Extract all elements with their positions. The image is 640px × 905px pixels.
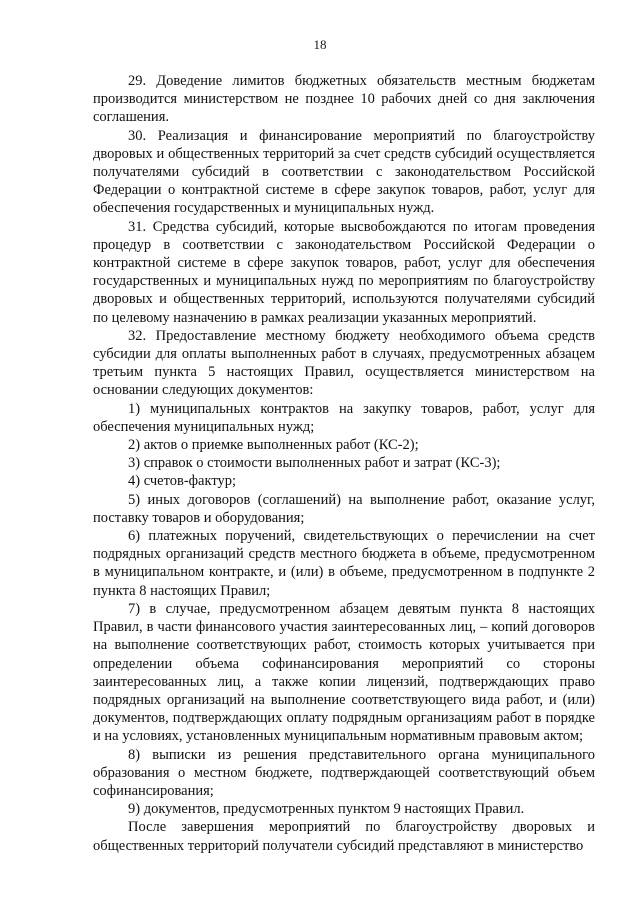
list-item-6: 6) платежных поручений, свидетельствующих о перечислении на счет подрядных организаций средств местного бюджета в объеме, предусмотренном в муниципальном контракте, и (или) в объеме, предусмотренном в подпункте 2 пункта 8 настоящих Правил; xyxy=(93,528,595,599)
closing-paragraph: После завершения мероприятий по благоустройству дворовых и общественных территорий получатели субсидий представляют в министерство xyxy=(93,819,595,854)
paragraph-31: 31. Средства субсидий, которые высвобождаются по итогам проведения процедур в соответствии с законодательством Российской Федерации о контрактной системе в сфере закупок товаров, работ, услуг для обеспечения государственных и муниципальных нужд по мероприятиям по благоустройству дворовых и общественных территорий, используются получателями субсидий по целевому назначению в рамках реализации указанных мероприятий. xyxy=(93,218,595,326)
paragraph-30: 30. Реализация и финансирование мероприятий по благоустройству дворовых и общественных территорий за счет средств субсидий осуществляется получателями субсидий в соответствии с законодательством Российской Федерации о контрактной системе в сфере закупок товаров, работ, услуг для обеспечения государственных и муниципальных нужд. xyxy=(93,127,595,217)
paragraph-32: 32. Предоставление местному бюджету необходимого объема средств субсидии для оплаты выполненных работ в случаях, предусмотренных абзацем третьим пункта 5 настоящих Правил, осуществляется министерством на основании следующих документов: xyxy=(93,327,595,399)
list-item-7: 7) в случае, предусмотренном абзацем девятым пункта 8 настоящих Правил, в части финансового участия заинтересованных лиц, – копий договоров на выполнение соответствующих работ, стоимость которых учитывается при определении объема софинансирования мероприятий со стороны заинтересованных лиц, а также копии лицензий, подтверждающих право подрядных организаций на выполнение соответствующего вида работ, и (или) документов, подтверждающих оплату подрядным организациям работ в порядке и на условиях, установленных муниципальным нормативным правовым актом; xyxy=(93,600,595,745)
page-number: 18 xyxy=(313,37,327,52)
list-item-2: 2) актов о приемке выполненных работ (КС-2); xyxy=(128,437,419,454)
list-item-9: 9) документов, предусмотренных пунктом 9 настоящих Правил. xyxy=(128,801,525,818)
list-item-5: 5) иных договоров (соглашений) на выполнение работ, оказание услуг, поставку товаров и оборудования; xyxy=(93,491,595,526)
list-item-4: 4) счетов-фактур; xyxy=(128,473,237,490)
document-list xyxy=(93,400,595,819)
list-item-1: 1) муниципальных контрактов на закупку товаров, работ, услуг для обеспечения муниципальных нужд; xyxy=(93,400,595,435)
document-body xyxy=(93,72,595,855)
list-item-3: 3) справок о стоимости выполненных работ и затрат (КС-3); xyxy=(128,455,501,472)
list-item-8: 8) выписки из решения представительного органа муниципального образования о местном бюджете, подтверждающей соответствующий объем софинансирования; xyxy=(93,746,595,799)
paragraph-29: 29. Доведение лимитов бюджетных обязательств местным бюджетам производится министерством не позднее 10 рабочих дней со дня заключения соглашения. xyxy=(93,73,595,126)
